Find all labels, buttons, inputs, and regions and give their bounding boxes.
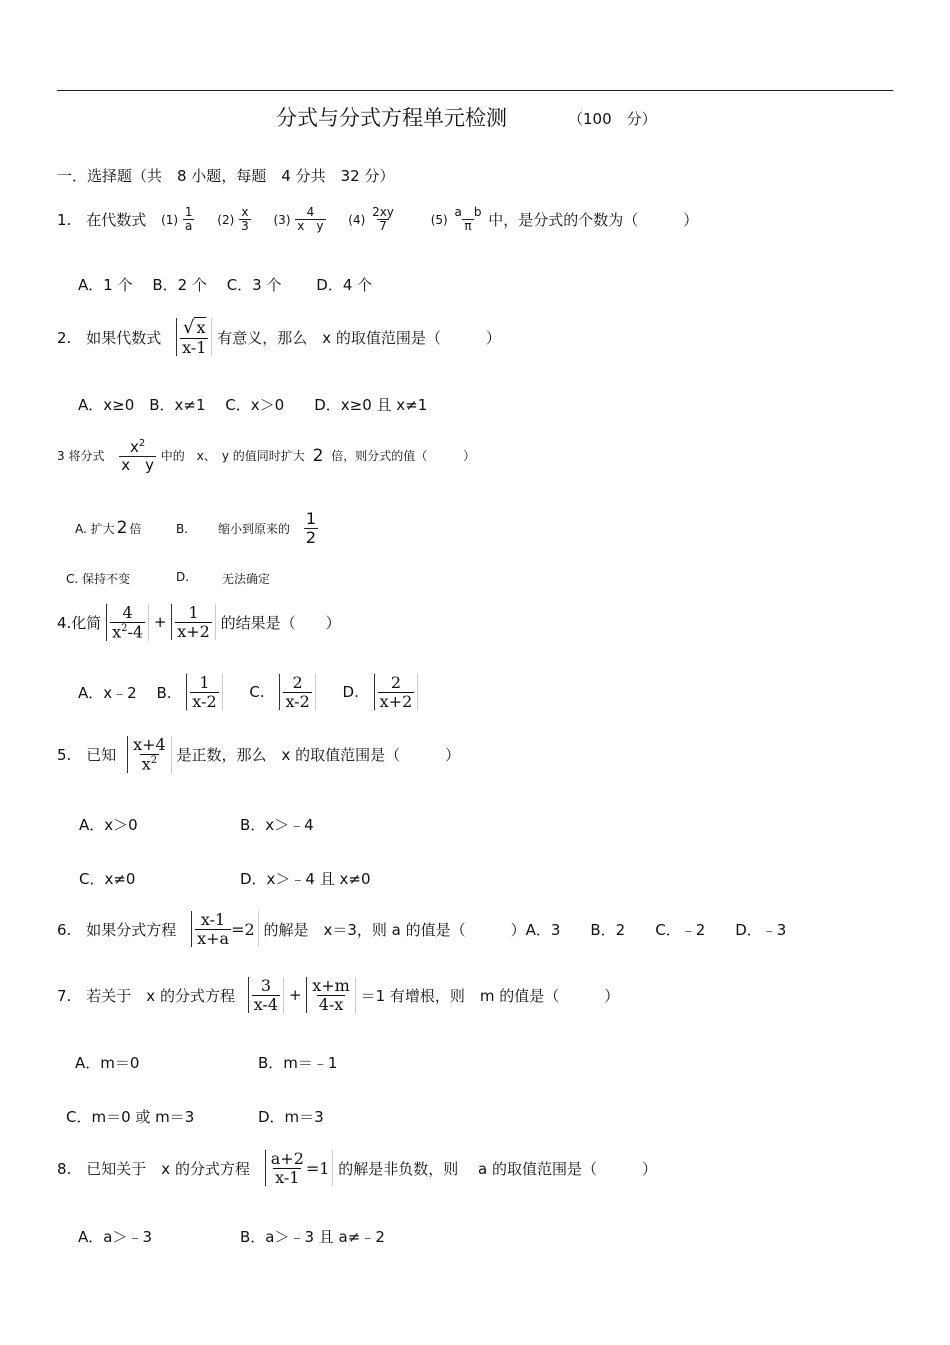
q7-fraction-2: $\frac{x+m}{4-x}$ [306,977,356,1013]
question-8 [57,1150,657,1186]
q2-suffix: 有意义，那么 x 的取值范围是（ ） [217,328,501,347]
question-5 [57,736,460,773]
q1-suffix: 中，是分式的个数为（ ） [488,211,699,230]
q4-prefix: 4.化简 [57,613,102,632]
q5-option-b: B．x＞﹣4 [240,816,314,834]
q7-fraction-1: $\frac{3}{x-4}$ [248,977,284,1013]
q4-suffix: 的结果是（ ） [220,613,341,632]
q1-expr-1: $\frac{1}{a}$ [184,205,193,234]
q8-option-b: B．a＞﹣3 且 a≠﹣2 [240,1228,385,1246]
q6-prefix: 6. 如果分式方程 [57,920,177,939]
q3-factor: 2 [312,445,324,466]
q5-suffix: 是正数，那么 x 的取值范围是（ ） [176,745,461,764]
q3-option-d: 无法确定 [222,572,271,586]
page-title: 分式与分式方程单元检测 [276,106,507,130]
q3-option-b-label: B. [176,522,189,536]
q3-option-c: C. 保持不变 [66,572,131,586]
q7-plus: + [288,986,302,1005]
q2-options: A．x≥0 B．x≠1 C．x＞0 D．x≥0 且 x≠1 [78,396,428,414]
q3-prefix: 3 将分式 [57,449,105,463]
q7-suffix: ＝1 有增根，则 m 的值是（ ） [360,986,620,1005]
q7-option-b: B．m＝﹣1 [258,1054,338,1072]
q5-option-a: A．x＞0 [79,816,138,834]
q4-options: A．x﹣2 B. $\frac{1}{x-2}$ C. $\frac{2}{x-2}$ D. $\frac{2}{x+2}$ [78,674,418,710]
q4-fraction-2: $\frac{1}{x+2}$ [171,604,216,640]
q2-fraction: $\frac{√ x}{x-1}$ [176,318,212,356]
q4-fraction-1: $\frac{4}{x^2-4}$ [106,604,149,641]
q1-expr-4: $\frac{2xy}{7}$ [372,205,394,234]
q8-suffix: 的解是非负数，则 a 的取值范围是（ ） [338,1159,657,1178]
q8-equation: $\frac{a+2}{x-1}$ =1 [265,1150,334,1186]
q1-expr-3: $\frac{4}{\text{x y}}$ [297,205,324,234]
q3-option-d-label: D. [176,570,190,584]
q5-prefix: 5. 已知 [57,745,117,764]
q6-suffix: 的解是 x＝3，则 a 的值是（ ）A．3 B．2 C．﹣2 D．﹣3 [263,920,787,939]
q8-prefix: 8. 已知关于 x 的分式方程 [57,1159,250,1178]
q5-option-c: C．x≠0 [79,870,136,888]
question-7 [57,977,619,1013]
q1-label-5: (5) [430,212,448,227]
q1-label-2: (2) [217,212,235,227]
total-score: （100 分） [568,110,657,128]
top-rule [57,90,893,91]
q5-option-d: D．x＞﹣4 且 x≠0 [240,870,371,888]
q3-option-a: A. 扩大 2 倍 [75,518,142,538]
q1-label-3: (3) [273,212,291,227]
q7-option-a: A．m＝0 [75,1054,140,1072]
q5-fraction: $\frac{x+4}{x^2}$ [127,736,172,773]
q7-option-d: D．m＝3 [258,1108,324,1126]
q8-option-a: A．a＞﹣3 [78,1228,152,1246]
q3-fraction: $\frac{x^2}{\text{x y}}$ [121,438,154,474]
question-3 [57,438,475,473]
q1-expr-2: $\frac{x}{3}$ [241,205,249,234]
q1-label-1: (1) [161,212,179,227]
q3-option-b: 缩小到原来的 $\frac{1}{2}$ [218,509,317,547]
q6-equation: $\frac{x-1}{x+a}$ =2 [191,911,259,947]
q1-options: A．1 个 B．2 个 C．3 个 D．4 个 [78,276,373,294]
q4-plus: + [153,613,167,632]
q3-suffix-b: 倍，则分式的值（ ） [331,449,476,463]
q7-option-c: C．m＝0 或 m＝3 [66,1108,195,1126]
question-6 [57,911,786,947]
q1-label-4: (4) [348,212,366,227]
question-1 [57,206,698,233]
question-4 [57,604,341,641]
q7-prefix: 7. 若关于 x 的分式方程 [57,986,235,1005]
q2-prefix: 2. 如果代数式 [57,328,162,347]
question-2 [57,318,501,356]
section-heading: 一．选择题（共 8 小题，每题 4 分共 32 分） [57,167,395,185]
q1-expr-5: $\frac{\text{a b}}{\pi}$ [454,205,482,234]
q1-prefix: 1. 在代数式 [57,211,147,230]
q3-suffix-a: 中的 x、 y 的值同时扩大 [160,449,305,463]
